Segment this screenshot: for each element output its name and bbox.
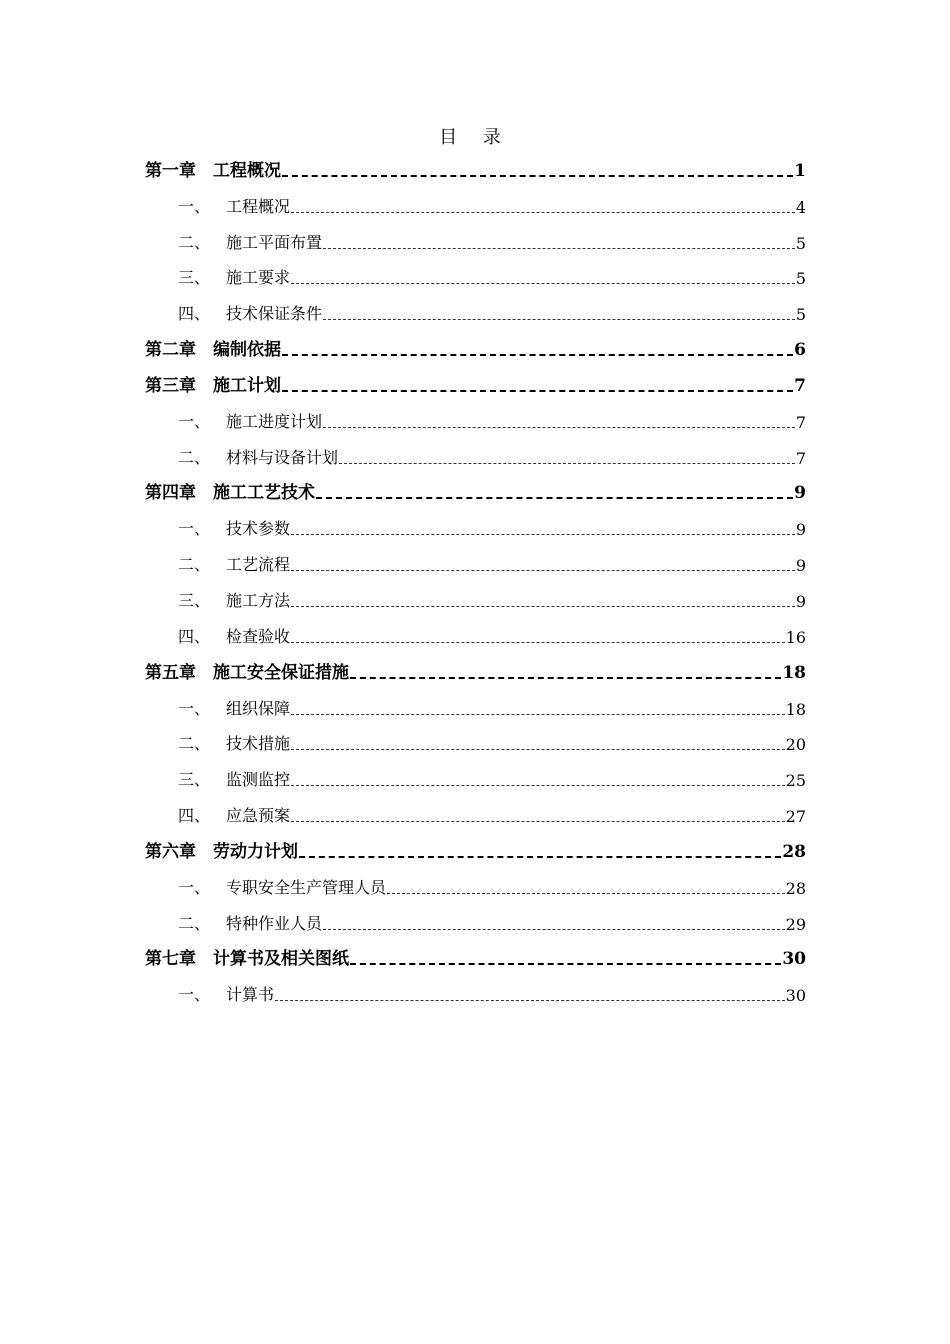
toc-section-entry[interactable] bbox=[145, 539, 806, 575]
toc-entry-number: 二、 bbox=[178, 232, 211, 252]
toc-leader-line bbox=[282, 382, 793, 396]
toc-section-entry[interactable] bbox=[145, 503, 806, 539]
toc-section-entry[interactable] bbox=[145, 396, 806, 432]
toc-page-number: 4 bbox=[795, 197, 806, 217]
toc-page-number: 20 bbox=[785, 735, 806, 755]
toc-entry-number: 第二章 bbox=[145, 340, 196, 361]
toc-entry-number: 二、 bbox=[178, 447, 211, 467]
toc-entry-label: 工程概况 bbox=[226, 196, 291, 216]
toc-leader-line bbox=[291, 812, 785, 826]
toc-entry-number: 四、 bbox=[178, 304, 211, 324]
toc-leader-line bbox=[350, 669, 781, 683]
table-of-contents bbox=[145, 145, 806, 1005]
toc-page-number: 30 bbox=[782, 949, 806, 970]
toc-page-number: 18 bbox=[782, 662, 806, 683]
toc-section-entry[interactable] bbox=[145, 432, 806, 468]
toc-leader-line bbox=[291, 776, 785, 790]
toc-entry-number: 第七章 bbox=[145, 949, 196, 970]
toc-page-number: 28 bbox=[785, 878, 806, 898]
toc-entry-number: 第一章 bbox=[145, 160, 196, 181]
toc-leader-line bbox=[275, 991, 785, 1005]
toc-entry-label: 组织保障 bbox=[226, 698, 291, 718]
toc-entry-label: 工程概况 bbox=[213, 160, 281, 181]
toc-page-number: 6 bbox=[794, 340, 806, 361]
toc-page-number: 7 bbox=[795, 448, 806, 468]
toc-leader-line bbox=[387, 884, 785, 898]
toc-page-number: 27 bbox=[785, 807, 806, 827]
toc-entry-label: 编制依据 bbox=[213, 340, 281, 361]
toc-leader-line bbox=[291, 274, 795, 288]
toc-leader-line bbox=[323, 418, 795, 432]
toc-section-entry[interactable] bbox=[145, 575, 806, 611]
toc-page-number: 25 bbox=[785, 771, 806, 791]
toc-section-entry[interactable] bbox=[145, 754, 806, 790]
toc-page-number: 18 bbox=[785, 699, 806, 719]
toc-page-number: 29 bbox=[785, 914, 806, 934]
toc-chapter-entry[interactable] bbox=[145, 826, 806, 862]
toc-leader-line bbox=[323, 239, 795, 253]
toc-section-entry[interactable] bbox=[145, 181, 806, 217]
toc-entry-label: 施工工艺技术 bbox=[213, 483, 315, 504]
toc-entry-label: 计算书 bbox=[226, 985, 275, 1005]
toc-section-entry[interactable] bbox=[145, 719, 806, 755]
toc-chapter-entry[interactable] bbox=[145, 324, 806, 360]
toc-leader-line bbox=[299, 848, 781, 862]
toc-entry-number: 三、 bbox=[178, 590, 211, 610]
toc-leader-line bbox=[291, 203, 795, 217]
toc-leader-line bbox=[282, 167, 793, 181]
toc-entry-label: 施工平面布置 bbox=[226, 232, 323, 252]
toc-entry-label: 监测监控 bbox=[226, 770, 291, 790]
toc-section-entry[interactable] bbox=[145, 611, 806, 647]
toc-leader-line bbox=[339, 454, 795, 468]
toc-section-entry[interactable] bbox=[145, 898, 806, 934]
toc-page-number: 28 bbox=[782, 841, 806, 862]
toc-chapter-entry[interactable] bbox=[145, 360, 806, 396]
toc-section-entry[interactable] bbox=[145, 683, 806, 719]
toc-entry-number: 一、 bbox=[178, 411, 211, 431]
toc-leader-line bbox=[291, 705, 785, 719]
toc-title: 目 录 bbox=[439, 127, 511, 148]
toc-page-number: 9 bbox=[795, 520, 806, 540]
toc-entry-label: 特种作业人员 bbox=[226, 913, 323, 933]
toc-leader-line bbox=[323, 310, 795, 324]
toc-entry-label: 技术保证条件 bbox=[226, 304, 323, 324]
toc-entry-number: 一、 bbox=[178, 519, 211, 539]
toc-page-number: 9 bbox=[795, 591, 806, 611]
toc-section-entry[interactable] bbox=[145, 862, 806, 898]
toc-leader-line bbox=[291, 561, 795, 575]
toc-page-number: 9 bbox=[794, 483, 806, 504]
toc-entry-label: 计算书及相关图纸 bbox=[213, 949, 349, 970]
toc-section-entry[interactable] bbox=[145, 969, 806, 1005]
toc-page-number: 5 bbox=[795, 233, 806, 253]
toc-entry-label: 劳动力计划 bbox=[213, 841, 298, 862]
toc-entry-label: 检查验收 bbox=[226, 626, 291, 646]
toc-entry-label: 施工进度计划 bbox=[226, 411, 323, 431]
toc-entry-number: 四、 bbox=[178, 806, 211, 826]
toc-chapter-entry[interactable] bbox=[145, 647, 806, 683]
toc-section-entry[interactable] bbox=[145, 217, 806, 253]
toc-entry-label: 施工要求 bbox=[226, 268, 291, 288]
toc-entry-label: 材料与设备计划 bbox=[226, 447, 339, 467]
toc-entry-number: 一、 bbox=[178, 698, 211, 718]
toc-page-number: 1 bbox=[794, 160, 806, 181]
toc-entry-number: 三、 bbox=[178, 268, 211, 288]
toc-entry-number: 一、 bbox=[178, 196, 211, 216]
toc-page-number: 16 bbox=[785, 627, 806, 647]
toc-chapter-entry[interactable] bbox=[145, 934, 806, 970]
toc-section-entry[interactable] bbox=[145, 790, 806, 826]
toc-entry-label: 施工计划 bbox=[213, 375, 281, 396]
toc-entry-number: 四、 bbox=[178, 626, 211, 646]
toc-entry-label: 技术措施 bbox=[226, 734, 291, 754]
toc-entry-number: 二、 bbox=[178, 555, 211, 575]
toc-entry-number: 第六章 bbox=[145, 841, 196, 862]
toc-page-number: 30 bbox=[785, 986, 806, 1006]
toc-section-entry[interactable] bbox=[145, 288, 806, 324]
toc-leader-line bbox=[316, 489, 793, 503]
toc-page-number: 5 bbox=[795, 269, 806, 289]
toc-leader-line bbox=[291, 740, 785, 754]
toc-entry-number: 第三章 bbox=[145, 375, 196, 396]
toc-leader-line bbox=[291, 597, 795, 611]
toc-page-number: 7 bbox=[794, 375, 806, 396]
toc-entry-label: 应急预案 bbox=[226, 806, 291, 826]
toc-leader-line bbox=[291, 525, 795, 539]
toc-entry-label: 技术参数 bbox=[226, 519, 291, 539]
toc-page-number: 5 bbox=[795, 305, 806, 325]
toc-chapter-entry[interactable] bbox=[145, 468, 806, 504]
toc-entry-number: 第四章 bbox=[145, 483, 196, 504]
toc-entry-label: 工艺流程 bbox=[226, 555, 291, 575]
toc-leader-line bbox=[282, 346, 793, 360]
toc-entry-number: 二、 bbox=[178, 734, 211, 754]
toc-entry-number: 二、 bbox=[178, 913, 211, 933]
toc-entry-label: 施工方法 bbox=[226, 590, 291, 610]
toc-leader-line bbox=[291, 633, 785, 647]
toc-entry-label: 施工安全保证措施 bbox=[213, 662, 349, 683]
toc-page-number: 7 bbox=[795, 412, 806, 432]
toc-entry-number: 一、 bbox=[178, 985, 211, 1005]
toc-entry-number: 一、 bbox=[178, 877, 211, 897]
toc-entry-label: 专职安全生产管理人员 bbox=[226, 877, 387, 897]
toc-leader-line bbox=[323, 920, 785, 934]
toc-entry-number: 三、 bbox=[178, 770, 211, 790]
toc-chapter-entry[interactable] bbox=[145, 145, 806, 181]
toc-section-entry[interactable] bbox=[145, 253, 806, 289]
toc-page-number: 9 bbox=[795, 556, 806, 576]
toc-entry-number: 第五章 bbox=[145, 662, 196, 683]
toc-leader-line bbox=[350, 955, 781, 969]
